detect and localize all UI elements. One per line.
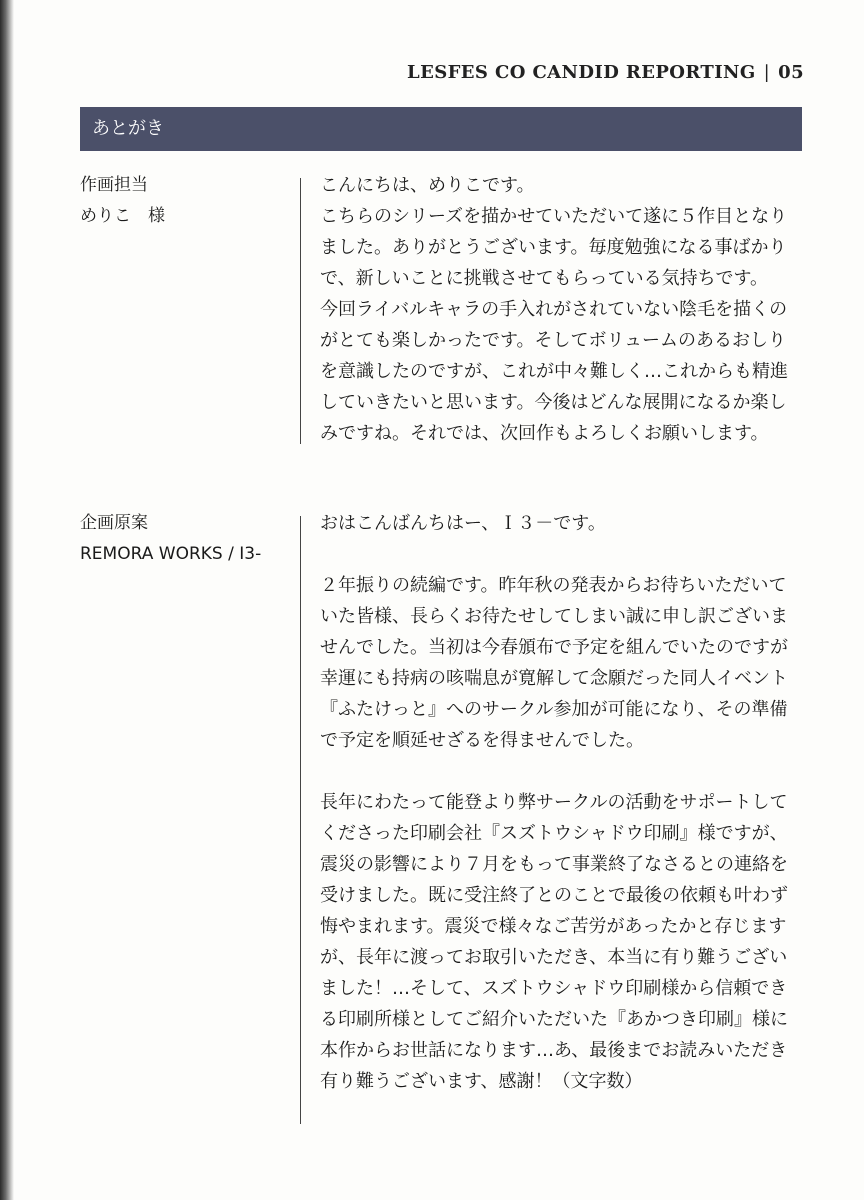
credit-block <box>80 508 295 570</box>
afterword-text <box>320 508 804 1097</box>
credit-role: 企画原案 <box>80 513 148 533</box>
header-separator: | <box>763 62 771 83</box>
vertical-divider <box>300 516 301 1124</box>
credit-role: 作画担当 <box>80 175 148 195</box>
credit-name: REMORA WORKS / I3- <box>80 544 262 564</box>
page-number: 05 <box>778 62 804 83</box>
vertical-divider <box>300 178 301 444</box>
paragraph: こんにちは、めりこです。 <box>320 175 535 196</box>
section-title-bar <box>80 107 802 151</box>
header-title: LESFES CO CANDID REPORTING <box>407 62 756 83</box>
afterword-text <box>320 170 804 449</box>
running-header <box>80 62 804 83</box>
paragraph: こちらのシリーズを描かせていただいて遂に５作目となりました。ありがとうございます。毎度勉強になる事ばかりで、新しいことに挑戦させてもらっている気持ちです。 <box>320 206 788 289</box>
paragraph: おはこんばんちはー、Ｉ３－です。 <box>320 513 606 534</box>
paragraph: 今回ライバルキャラの手入れがされていない陰毛を描くのがとても楽しかったです。そしてボリュームのあるおしりを意識したのですが、これが中々難しく…これからも精進していきたいと思います。今後はどんな展開になるか楽しみですね。それでは、次回作もよろしくお願いします。 <box>320 299 788 444</box>
section-title: あとがき <box>92 118 164 139</box>
credit-name: めりこ 様 <box>80 206 165 226</box>
paragraph: 長年にわたって能登より弊サークルの活動をサポートしてくださった印刷会社『スズトウシャドウ印刷』様ですが、震災の影響により７月をもって事業終了なさるとの連絡を受けました。既に受注終了とのことで最後の依頼も叶わず悔やまれます。震災で様々なご苦労があったかと存じますが、長年に渡ってお取引いただき、本当に有り難うございました！…そして、スズトウシャドウ印刷様から信頼できる印刷所様としてご紹介いただいた『あかつき印刷』様に本作からお世話になります…あ、最後までお読みいただき有り難うございます、感謝！（文字数） <box>320 792 788 1092</box>
page-edge-shadow <box>0 0 14 1200</box>
paragraph: ２年振りの続編です。昨年秋の発表からお待ちいただいていた皆様、長らくお待たせしてしまい誠に申し訳ございませんでした。当初は今春頒布で予定を組んでいたのですが幸運にも持病の咳喘息が寛解して念願だった同人イベント『ふたけっと』へのサークル参加が可能になり、その準備で予定を順延せざるを得ませんでした。 <box>320 575 788 751</box>
credit-block <box>80 170 295 232</box>
